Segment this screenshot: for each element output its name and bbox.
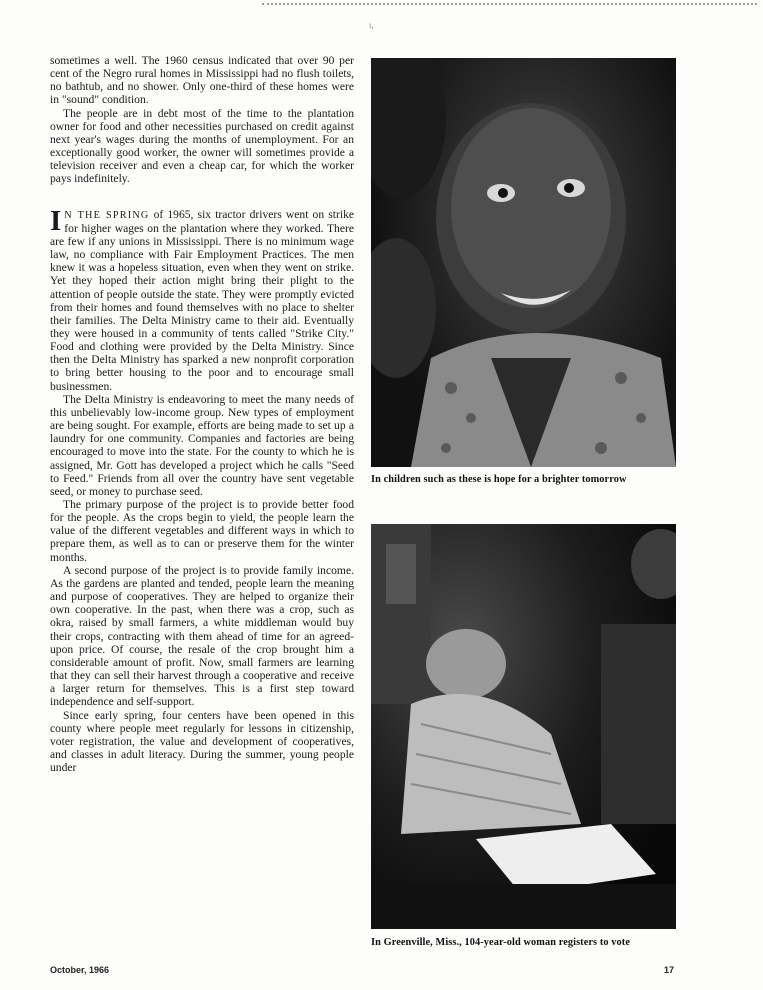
section-lead-in: N THE SPRING [64, 209, 150, 221]
photo-voter-registration [371, 524, 676, 929]
photo-voter-illustration [371, 524, 676, 929]
top-dotted-rule [262, 3, 757, 5]
article-column [50, 54, 354, 774]
paragraph-primary-purpose: The primary purpose of the project is to provide better food for the people. As the crops begin to yield, the people learn the value of the different vegetables and different ways in which to prepare them, as well as to can or preserve them for the winter months. [50, 498, 354, 564]
paragraph-debt: The people are in debt most of the time to the plantation owner for food and other necessities purchased on credit against next year's wages during the months of unemployment. For an exceptionally good worker, the owner will sometimes provide a television receiver and even a cheap car, for which the worker pays indefinitely. [50, 106, 354, 186]
page-number: 17 [664, 965, 675, 975]
photo-children [371, 58, 676, 467]
paragraph-second-purpose: A second purpose of the project is to provide family income. As the gardens are planted and tended, people learn the meaning and purpose of cooperatives. They are helped to organize their own cooperative. In the past, when there was a crop, such as okra, raised by small farmers, a white middleman would buy their crops, contracting with them ahead of time for an agreed-upon price. Of course, the resale of the crop brought him a considerable amount of profit. Now, small farmers are learning that they can sell their harvest through a cooperative and receive a larger return for themselves. This is a first step toward independence and self-support. [50, 563, 354, 709]
paragraph-spring-body: of 1965, six tractor drivers went on strike for higher wages on the plantation where they worked. There are few if any unions in Mississippi. There is no minimum wage law, no compliance with Fair Employment Practices. The men knew it was a hopeless situation, even when they went on strike. Yet they hoped their action might bring their plight to the attention of people outside the state. They were promptly evicted from their homes and found themselves with no place to shelter their families. The Delta Ministry came to their aid. Eventually they were housed in a community of tents called "Strike City." Food and clothing were provided by the Delta Ministry. Since then the Delta Ministry has sparked a new nonprofit corporation to bring better housing to the poor and to encourage small businessmen. [50, 207, 355, 393]
top-mark: ι, [369, 20, 374, 30]
drop-cap: I [50, 204, 62, 237]
footer-date: October, 1966 [50, 965, 110, 975]
paragraph-centers: Since early spring, four centers have been opened in this county where people meet regularly for lessons in citizenship, voter registration, the value and development of cooperatives, and classes in adult literacy. During the summer, young people under [50, 708, 354, 775]
paragraph-spring-1965 [50, 204, 355, 393]
paragraph-census: sometimes a well. The 1960 census indicated that over 90 per cent of the Negro rural homes in Mississippi had no flush toilets, no bathtub, and no shower. Only one-third of these homes were in "sound" condition. [50, 54, 354, 107]
photo-children-illustration [371, 58, 676, 467]
caption-children: In children such as these is hope for a brighter tomorrow [371, 474, 627, 485]
paragraph-delta-ministry: The Delta Ministry is endeavoring to meet the many needs of this unbelievably low-income group. New types of employment are being sought. For example, efforts are being made to set up a laundry for one community. Companies and factories are being encouraged to move into the state. For the county to which he is assigned, Mr. Gott has developed a project which he calls "Seed to Feed." Friends from all over the country have sent vegetable seed, or money to purchase seed. [50, 392, 354, 498]
caption-voter: In Greenville, Miss., 104-year-old woman registers to vote [371, 937, 630, 948]
